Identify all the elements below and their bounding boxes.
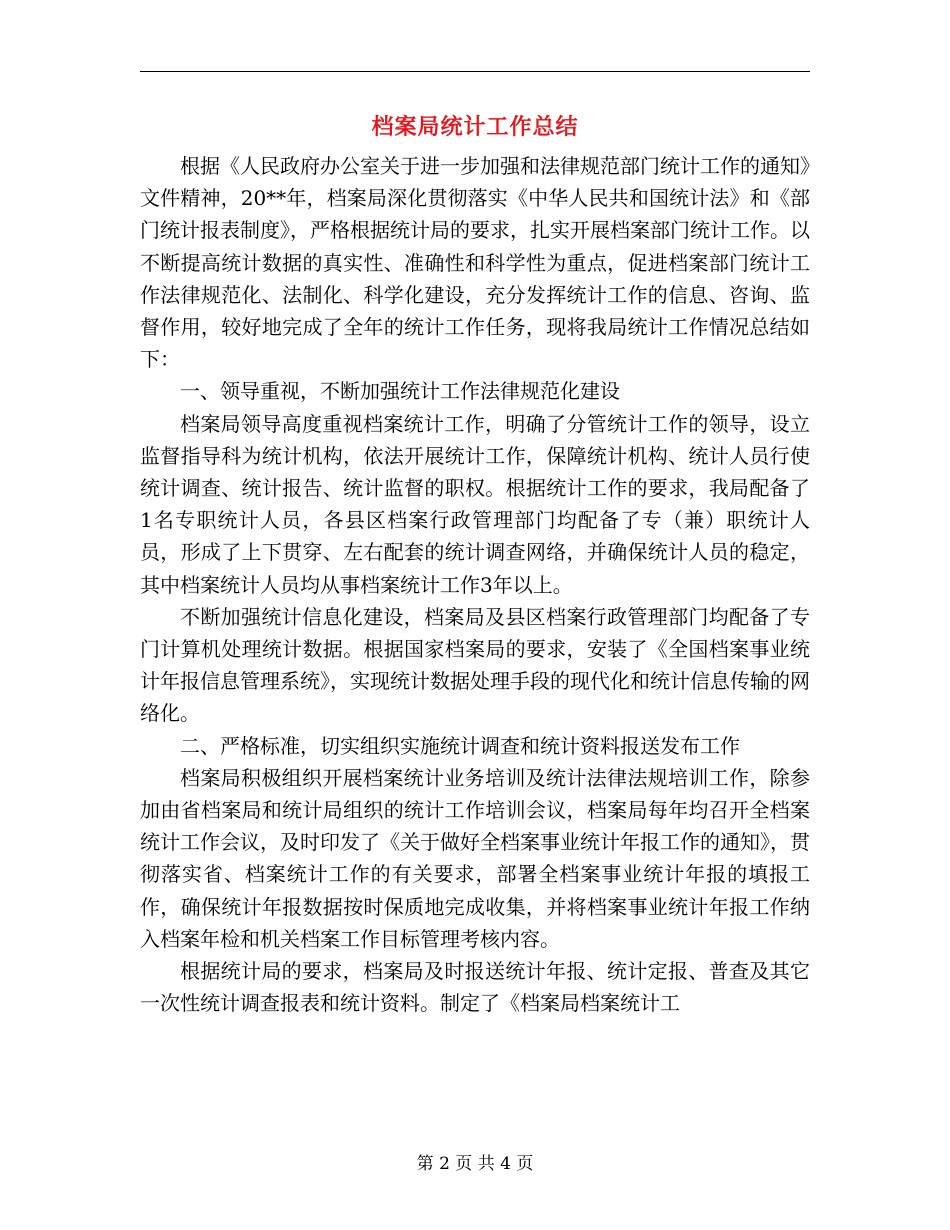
header-rule: [140, 71, 810, 72]
paragraph-training: 档案局积极组织开展档案统计业务培训及统计法律法规培训工作，除参加由省档案局和统计局组织的统计工作培训会议，档案局每年均召开全档案统计工作会议，及时印发了《关于做好全档案事业统计年报工作的通知》，贯彻落实省、档案统计工作的有关要求，部署全档案事业统计年报的填报工作，确保统计年报数据按时保质地完成收集，并将档案事业统计年报工作纳入档案年检和机关档案工作目标管理考核内容。: [140, 765, 810, 951]
section-heading-2: 二、严格标准，切实组织实施统计调查和统计资料报送发布工作: [180, 733, 740, 758]
paragraph-reporting: 根据统计局的要求，档案局及时报送统计年报、统计定报、普查及其它一次性统计调查报表和统计资料。制定了《档案局档案统计工: [140, 959, 810, 1016]
page-number-footer: 第 2 页 共 4 页: [416, 1154, 534, 1174]
document-title: 档案局统计工作总结: [371, 114, 579, 140]
paragraph-informatization: 不断加强统计信息化建设，档案局及县区档案行政管理部门均配备了专门计算机处理统计数据。根据国家档案局的要求，安装了《全国档案事业统计年报信息管理系统》，实现统计数据处理手段的现代化和统计信息传输的网络化。: [140, 604, 810, 726]
section-heading-1: 一、领导重视，不断加强统计工作法律规范化建设: [180, 379, 620, 404]
paragraph-leadership: 档案局领导高度重视档案统计工作，明确了分管统计工作的领导，设立监督指导科为统计机构，依法开展统计工作，保障统计机构、统计人员行使统计调查、统计报告、统计监督的职权。根据统计工作的要求，我局配备了1名专职统计人员，各县区档案行政管理部门均配备了专（兼）职统计人员，形成了上下贯穿、左右配套的统计调查网络，并确保统计人员的稳定，其中档案统计人员均从事档案统计工作3年以上。: [140, 411, 810, 597]
document-body: [140, 150, 810, 1019]
paragraph-intro: 根据《人民政府办公室关于进一步加强和法律规范部门统计工作的通知》文件精神，20**年，档案局深化贯彻落实《中华人民共和国统计法》和《部门统计报表制度》，严格根据统计局的要求，扎实开展档案部门统计工作。以不断提高统计数据的真实性、准确性和科学性为重点，促进档案部门统计工作法律规范化、法制化、科学化建设，充分发挥统计工作的信息、咨询、监督作用，较好地完成了全年的统计工作任务，现将我局统计工作情况总结如下：: [140, 154, 810, 372]
